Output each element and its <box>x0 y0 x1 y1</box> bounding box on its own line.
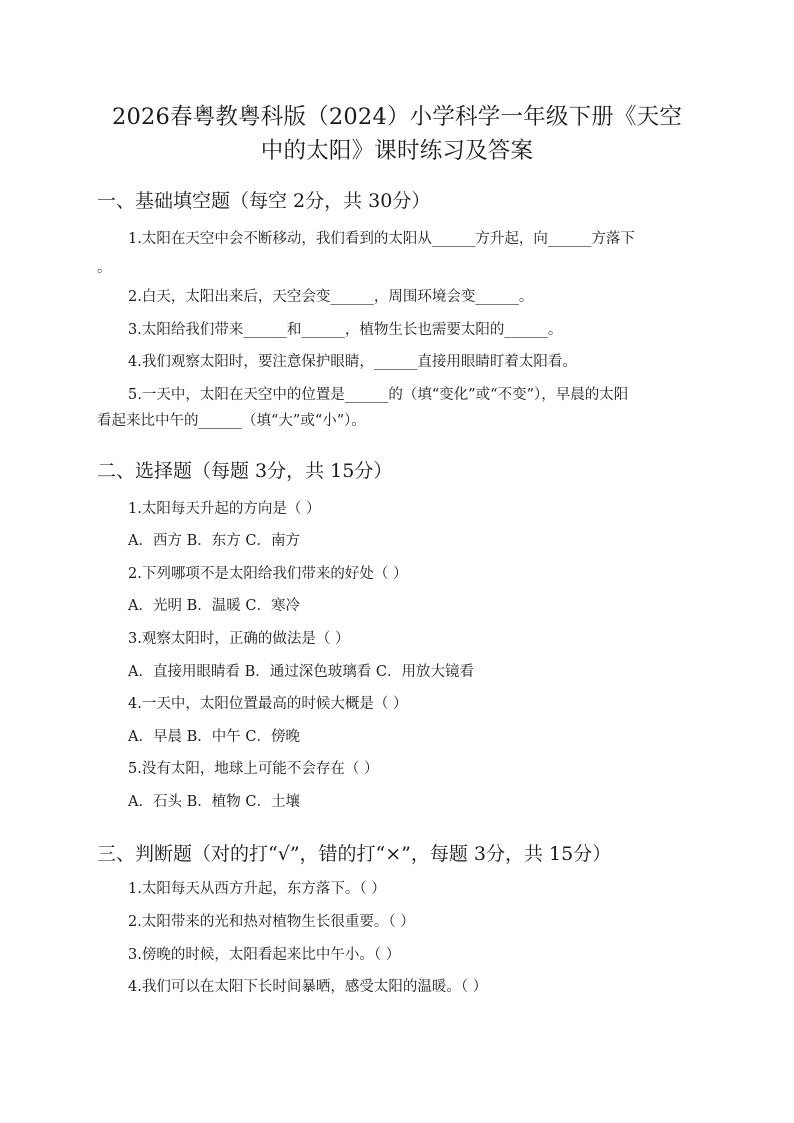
question-fill-3: 3.太阳给我们带来______和______，植物生长也需要太阳的______。 <box>128 322 563 338</box>
question-choice-2: 2.下列哪项不是太阳给我们带来的好处（ ） <box>128 566 408 582</box>
question-choice-3: 3.观察太阳时，正确的做法是（ ） <box>128 631 350 647</box>
question-fill-5: 5.一天中，太阳在天空中的位置是______的（填“变化”或“不变”），早晨的太阳 <box>128 387 629 403</box>
title-line-1: 2026春粤教粤科版（2024）小学科学一年级下册《天空 <box>111 104 683 130</box>
options-choice-5: A．石头 B．植物 C．土壤 <box>128 794 300 810</box>
section-heading-choice: 二、选择题（每题 3分，共 15分） <box>97 460 393 482</box>
question-fill-1-continued: 。 <box>97 260 112 276</box>
question-fill-2: 2.白天，太阳出来后，天空会变______，周围环境会变______。 <box>128 289 534 305</box>
question-choice-4: 4.一天中，太阳位置最高的时候大概是（ ） <box>128 696 408 712</box>
question-fill-1: 1.太阳在天空中会不断移动，我们看到的太阳从______方升起，向______方落下 <box>128 231 635 247</box>
section-heading-fill-in: 一、基础填空题（每空 2分，共 30分） <box>97 190 431 212</box>
question-judge-4: 4.我们可以在太阳下长时间暴晒，感受太阳的温暖。（ ） <box>128 979 488 995</box>
question-fill-5-continued: 看起来比中午的______（填“大”或“小”）。 <box>97 413 366 429</box>
question-judge-2: 2.太阳带来的光和热对植物生长很重要。（ ） <box>128 914 415 930</box>
question-judge-1: 1.太阳每天从西方升起，东方落下。（ ） <box>128 881 386 897</box>
question-fill-4: 4.我们观察太阳时，要注意保护眼睛，______直接用眼睛盯着太阳看。 <box>128 354 577 370</box>
section-heading-true-false: 三、判断题（对的打“√”，错的打“×”，每题 3分，共 15分） <box>97 843 612 865</box>
question-judge-3: 3.傍晚的时候，太阳看起来比中午小。（ ） <box>128 947 401 963</box>
options-choice-1: A．西方 B．东方 C．南方 <box>128 533 300 549</box>
title-line-2: 中的太阳》课时练习及答案 <box>260 138 534 164</box>
options-choice-3: A．直接用眼睛看 B．通过深色玻璃看 C．用放大镜看 <box>128 664 474 680</box>
options-choice-2: A．光明 B．温暖 C．寒冷 <box>128 598 300 614</box>
document-title <box>60 100 734 168</box>
options-choice-4: A．早晨 B．中午 C．傍晚 <box>128 729 300 745</box>
question-choice-1: 1.太阳每天升起的方向是（ ） <box>128 501 321 517</box>
question-choice-5: 5.没有太阳，地球上可能不会存在（ ） <box>128 761 379 777</box>
